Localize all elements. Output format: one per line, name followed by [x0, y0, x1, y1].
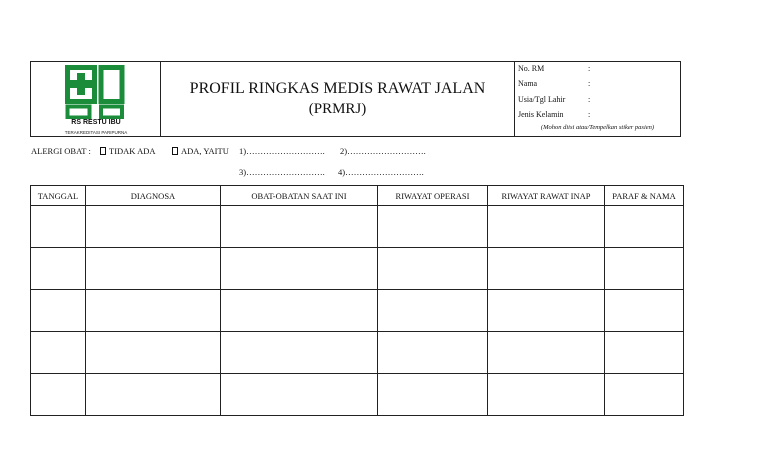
table-cell[interactable] [378, 248, 488, 290]
table-header-row [31, 186, 684, 206]
table-cell[interactable] [221, 290, 378, 332]
table-cell[interactable] [605, 290, 684, 332]
field-label: Jenis Kelamin [518, 110, 564, 119]
column-header-surgery-history: RIWAYAT OPERASI [378, 186, 488, 206]
column-header-inpatient-history: RIWAYAT RAWAT INAP [488, 186, 605, 206]
table-cell[interactable] [86, 374, 221, 416]
table-cell[interactable] [31, 374, 86, 416]
table-cell[interactable] [605, 374, 684, 416]
table-cell[interactable] [221, 374, 378, 416]
table-cell[interactable] [31, 206, 86, 248]
table-row [31, 206, 684, 248]
table-cell[interactable] [378, 206, 488, 248]
table-cell[interactable] [378, 332, 488, 374]
table-cell[interactable] [221, 332, 378, 374]
column-header-signature: PARAF & NAMA [605, 186, 684, 206]
logo-block [31, 62, 161, 136]
table-row [31, 248, 684, 290]
table-cell[interactable] [31, 332, 86, 374]
allergy-item-3[interactable]: 3)………………………. [239, 167, 325, 177]
table-cell[interactable] [488, 248, 605, 290]
table-cell[interactable] [86, 248, 221, 290]
table-row [31, 374, 684, 416]
table-cell[interactable] [488, 374, 605, 416]
table-row [31, 290, 684, 332]
form-title [161, 62, 515, 136]
allergy-section [30, 146, 690, 186]
table-cell[interactable] [488, 290, 605, 332]
sticker-note: (Mohon diisi atau/Tempelkan stiker pasien) [540, 124, 655, 131]
patient-info-block [515, 62, 680, 136]
allergy-item-2[interactable]: 2)………………………. [340, 146, 426, 156]
checkbox-icon[interactable] [100, 147, 106, 155]
form-title-abbrev: (PRMRJ) [308, 101, 367, 117]
allergy-label: ALERGI OBAT : [31, 146, 91, 156]
allergy-item-1[interactable]: 1)………………………. [239, 146, 325, 156]
table-cell[interactable] [86, 332, 221, 374]
field-label: Usia/Tgl Lahir [518, 95, 566, 104]
patient-field-name[interactable]: Nama : [518, 79, 591, 88]
table-cell[interactable] [488, 332, 605, 374]
form-header [30, 61, 681, 137]
hospital-logo-icon [65, 65, 125, 119]
table-cell[interactable] [488, 206, 605, 248]
column-header-medications: OBAT-OBATAN SAAT INI [221, 186, 378, 206]
table-cell[interactable] [31, 248, 86, 290]
table-cell[interactable] [86, 206, 221, 248]
table-cell[interactable] [605, 248, 684, 290]
table-cell[interactable] [378, 374, 488, 416]
patient-field-age[interactable]: Usia/Tgl Lahir : [518, 95, 591, 104]
records-table [30, 185, 684, 416]
table-cell[interactable] [86, 290, 221, 332]
field-label: Nama [518, 79, 538, 88]
table-cell[interactable] [221, 206, 378, 248]
table-cell[interactable] [605, 206, 684, 248]
form-title-main: PROFIL RINGKAS MEDIS RAWAT JALAN [189, 80, 486, 97]
hospital-name: RS RESTU IBU [71, 119, 121, 126]
table-cell[interactable] [605, 332, 684, 374]
allergy-yes-option[interactable]: ADA, YAITU [172, 146, 229, 156]
table-cell[interactable] [378, 290, 488, 332]
table-cell[interactable] [221, 248, 378, 290]
column-header-date: TANGGAL [31, 186, 86, 206]
patient-field-rm[interactable]: No. RM : [518, 64, 591, 73]
patient-field-gender[interactable]: Jenis Kelamin : [518, 110, 591, 119]
allergy-item-4[interactable]: 4)………………………. [338, 167, 424, 177]
column-header-diagnosis: DIAGNOSA [86, 186, 221, 206]
accreditation-text: TERAKREDITASI PARIPURNA [64, 130, 128, 135]
field-label: No. RM [518, 64, 545, 73]
checkbox-icon[interactable] [172, 147, 178, 155]
allergy-none-option[interactable]: TIDAK ADA [100, 146, 156, 156]
table-row [31, 332, 684, 374]
table-cell[interactable] [31, 290, 86, 332]
